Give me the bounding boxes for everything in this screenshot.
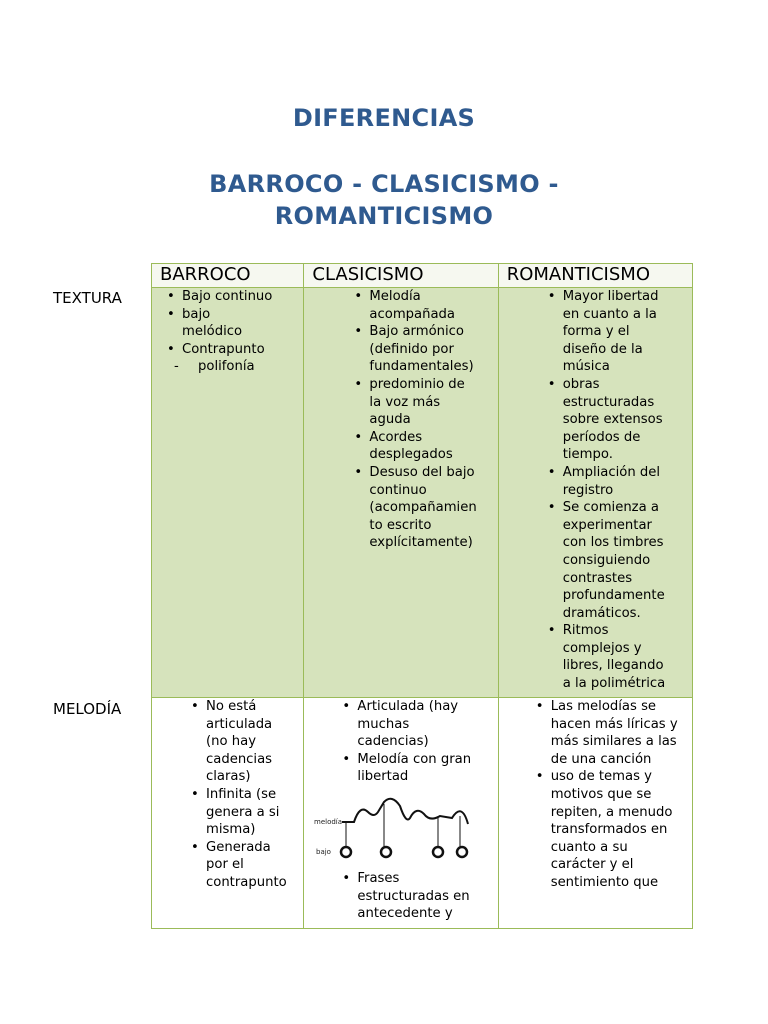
melody-line [342,799,468,824]
list-item: • Se comienza a experimentar con los timbres consiguiendo contrastes profundamente dramáticos. [539,499,675,622]
textura-row [152,288,693,698]
melodia-clasicismo-cell [304,698,498,929]
textura-clasicismo-list [304,288,497,552]
melodia-barroco-list [152,698,303,892]
textura-romanticismo-cell [498,288,692,698]
list-item: • uso de temas y motivos que se repiten, a menudo transformados en cuanto a su carácter y el sentimiento que [527,768,681,891]
melodia-romanticismo-list [499,698,692,892]
list-item: • Desuso del bajo continuo (acompañamien to escrito explícitamente) [345,464,481,552]
list-item: • Frases estructuradas en antecedente y [333,870,482,923]
list-item: • Acordes desplegados [345,429,469,464]
melodia-clasicismo-list [304,698,497,786]
document-title: DIFERENCIAS [292,104,476,132]
list-item: • predominio de la voz más aguda [345,376,469,429]
list-item: • No está articulada (no hay cadencias claras) [182,698,286,786]
list-item: • bajo melódico [158,306,252,341]
subtitle-line-2: ROMANTICISMO [274,202,494,230]
subtitle-line-1: BARROCO - CLASICISMO - [209,170,559,198]
list-item: • Contrapunto [158,341,303,359]
bass-note [457,847,467,857]
stem-lines [346,804,460,848]
textura-barroco-list [152,288,303,376]
melody-bass-diagram [312,794,482,866]
melodia-romanticismo-cell [498,698,692,929]
row-label-melodia: MELODÍA [53,700,122,718]
melodia-row [152,698,693,929]
bass-note [433,847,443,857]
melodia-clasicismo-list-2 [304,870,497,923]
column-header-clasicismo: CLASICISMO [304,264,498,288]
list-item: • obras estructuradas sobre extensos períodos de tiempo. [539,376,675,464]
comparison-table [151,263,693,929]
list-item: • Generada por el contrapunto [182,839,296,892]
list-item: • Ritmos complejos y libres, llegando a la polimétrica [539,622,675,692]
textura-romanticismo-list [499,288,692,693]
header-row [152,264,693,288]
row-label-textura: TEXTURA [53,289,122,307]
list-item: - polifonía [158,358,303,376]
list-item: • Mayor libertad en cuanto a la forma y el diseño de la música [539,288,675,376]
bass-label: bajo [316,847,332,856]
column-header-barroco: BARROCO [152,264,304,288]
column-header-romanticismo: ROMANTICISMO [498,264,692,288]
list-item: • Articulada (hay muchas cadencias) [333,698,477,751]
melody-label: melodía [314,817,343,826]
melodia-barroco-cell [152,698,304,929]
document-subtitle [0,168,768,232]
list-item: • Bajo continuo [158,288,303,306]
list-item: • Ampliación del registro [539,464,675,499]
textura-barroco-cell [152,288,304,698]
bass-note [381,847,391,857]
bass-note [341,847,351,857]
list-item: • Bajo armónico (definido por fundamentales) [345,323,497,376]
textura-clasicismo-cell [304,288,498,698]
list-item: • Melodía con gran libertad [333,751,482,786]
list-item: • Melodía acompañada [345,288,497,323]
list-item: • Las melodías se hacen más líricas y más similares a las de una canción [527,698,681,768]
list-item: • Infinita (se genera a si misma) [182,786,291,839]
